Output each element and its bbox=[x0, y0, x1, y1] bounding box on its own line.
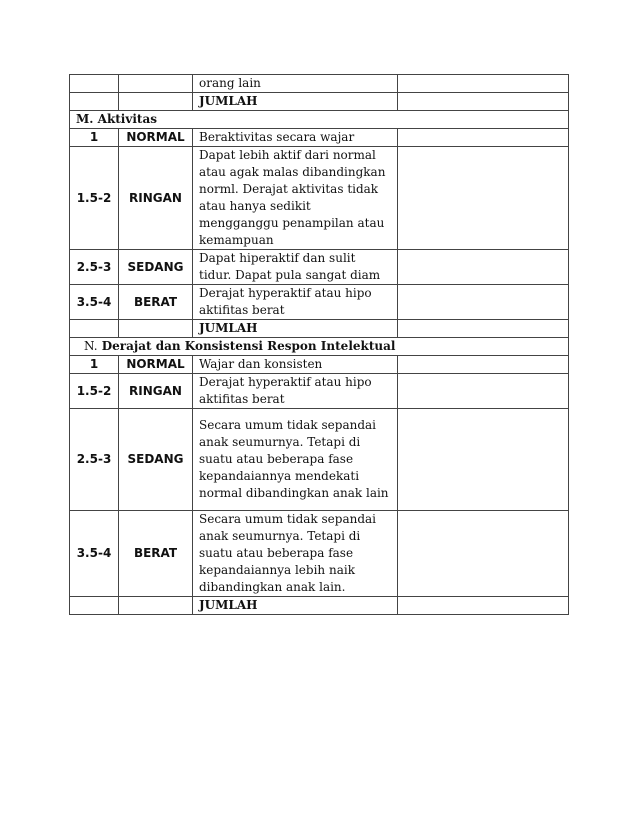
section-title-text: Derajat dan Konsistensi Respon Intelektual bbox=[101, 339, 396, 353]
score-cell: 1 bbox=[70, 356, 119, 374]
table-row bbox=[70, 250, 569, 285]
section-title bbox=[70, 338, 569, 356]
level-cell: BERAT bbox=[119, 285, 193, 320]
total-label: JUMLAH bbox=[193, 93, 398, 111]
level-cell: NORMAL bbox=[119, 356, 193, 374]
criteria-description: Derajat hyperaktif atau hipo aktifitas berat bbox=[193, 374, 398, 409]
table-row bbox=[70, 409, 569, 511]
level-cell: SEDANG bbox=[119, 250, 193, 285]
score-cell: 3.5-4 bbox=[70, 511, 119, 597]
score-cell: 1.5-2 bbox=[70, 374, 119, 409]
total-label: JUMLAH bbox=[193, 597, 398, 615]
section-title: M. Aktivitas bbox=[70, 111, 569, 129]
total-row bbox=[70, 320, 569, 338]
table-row bbox=[70, 129, 569, 147]
notes-cell bbox=[398, 250, 569, 285]
level-cell: SEDANG bbox=[119, 409, 193, 511]
total-row bbox=[70, 597, 569, 615]
section-header-m bbox=[70, 111, 569, 129]
score-cell: 1.5-2 bbox=[70, 147, 119, 250]
total-value-cell bbox=[398, 93, 569, 111]
total-value-cell bbox=[398, 597, 569, 615]
notes-cell bbox=[398, 374, 569, 409]
level-cell: NORMAL bbox=[119, 129, 193, 147]
table-row bbox=[70, 374, 569, 409]
level-cell: RINGAN bbox=[119, 147, 193, 250]
criteria-description: Derajat hyperaktif atau hipo aktifitas berat bbox=[193, 285, 398, 320]
notes-cell bbox=[398, 409, 569, 511]
notes-cell bbox=[398, 129, 569, 147]
table-row bbox=[70, 147, 569, 250]
section-prefix: N. bbox=[84, 339, 98, 353]
level-cell: BERAT bbox=[119, 511, 193, 597]
total-label: JUMLAH bbox=[193, 320, 398, 338]
level-cell: RINGAN bbox=[119, 374, 193, 409]
score-cell: 2.5-3 bbox=[70, 250, 119, 285]
assessment-table bbox=[69, 74, 569, 615]
total-value-cell bbox=[398, 320, 569, 338]
table-row bbox=[70, 75, 569, 93]
total-row bbox=[70, 93, 569, 111]
criteria-description: Secara umum tidak sepandai anak seumurnya. Tetapi di suatu atau beberapa fase kepandaiannya lebih naik dibandingkan anak lain. bbox=[193, 511, 398, 597]
criteria-description: Wajar dan konsisten bbox=[193, 356, 398, 374]
section-header-n bbox=[70, 338, 569, 356]
notes-cell bbox=[398, 75, 569, 93]
criteria-description: Secara umum tidak sepandai anak seumurnya. Tetapi di suatu atau beberapa fase kepandaiannya mendekati normal dibandingkan anak lain bbox=[193, 409, 398, 511]
score-cell: 3.5-4 bbox=[70, 285, 119, 320]
table-row bbox=[70, 511, 569, 597]
criteria-description: Dapat hiperaktif dan sulit tidur. Dapat pula sangat diam bbox=[193, 250, 398, 285]
notes-cell bbox=[398, 356, 569, 374]
criteria-description: orang lain bbox=[193, 75, 398, 93]
notes-cell bbox=[398, 147, 569, 250]
notes-cell bbox=[398, 285, 569, 320]
table-row bbox=[70, 356, 569, 374]
score-cell: 2.5-3 bbox=[70, 409, 119, 511]
score-cell: 1 bbox=[70, 129, 119, 147]
table-row bbox=[70, 285, 569, 320]
criteria-description: Beraktivitas secara wajar bbox=[193, 129, 398, 147]
notes-cell bbox=[398, 511, 569, 597]
criteria-description: Dapat lebih aktif dari normal atau agak malas dibandingkan norml. Derajat aktivitas tidak atau hanya sedikit mengganggu penampilan atau kemampuan bbox=[193, 147, 398, 250]
